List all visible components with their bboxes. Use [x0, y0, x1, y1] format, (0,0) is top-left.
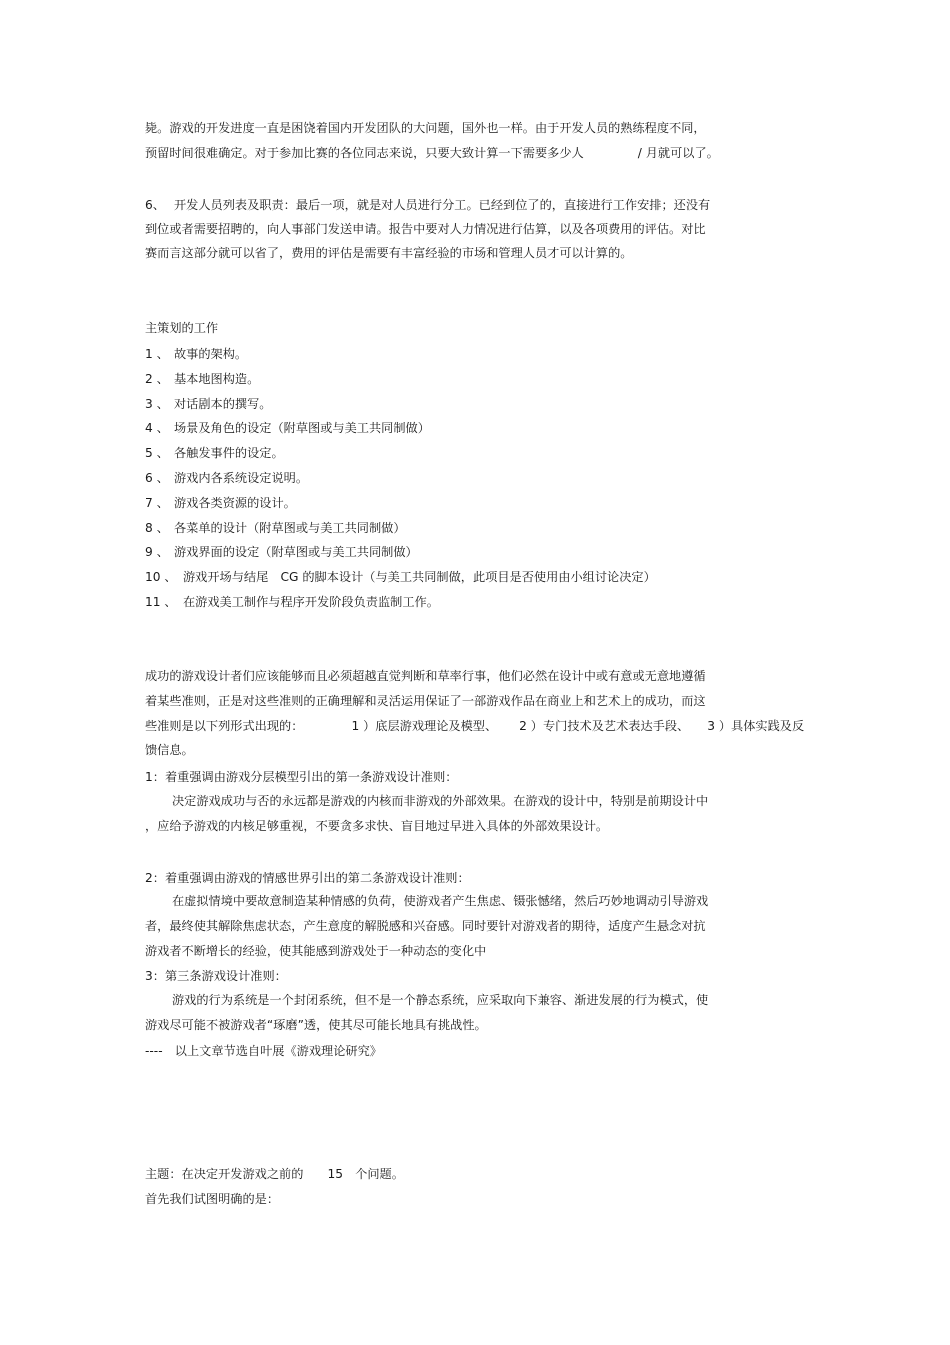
- principles-form-1: 1 ）底层游戏理论及模型、: [351, 719, 498, 733]
- planner-item-text: 游戏界面的设定（附草图或与美工共同制做）: [174, 545, 418, 559]
- rule-3-line-1: 游戏的行为系统是一个封闭系统，但不是一个静态系统，应采取向下兼容、渐进发展的行为模式，使: [172, 993, 709, 1007]
- intro-line-2: [145, 145, 719, 161]
- intro-line-2-suffix: / 月就可以了。: [637, 146, 719, 160]
- principles-line-1: 成功的游戏设计者们应该能够而且必须超越直觉判断和草率行事，他们必然在设计中或有意或无意地遵循: [145, 669, 706, 683]
- planner-item-number: 4 、: [145, 421, 169, 435]
- intro-line-1: 毙。游戏的开发进度一直是困饶着国内开发团队的大问题，国外也一样。由于开发人员的熟练程度不同，: [145, 121, 706, 135]
- principles-line-2: 着某些准则，正是对这些准则的正确理解和灵活运用保证了一部游戏作品在商业上和艺术上的成功，而这: [145, 694, 706, 708]
- rule-3-heading: 3：第三条游戏设计准则：: [145, 969, 287, 983]
- planner-item-number: 8 、: [145, 521, 169, 535]
- rule-2-heading: 2：着重强调由游戏的情感世界引出的第二条游戏设计准则：: [145, 871, 470, 885]
- rule-1-heading: 1：着重强调由游戏分层模型引出的第一条游戏设计准则：: [145, 770, 458, 784]
- rule-1-line-2: ，应给予游戏的内核足够重视，不要贪多求快、盲目地过早进入具体的外部效果设计。: [145, 819, 609, 833]
- planner-item-text: 基本地图构造。: [174, 372, 260, 386]
- topic-count: 15 个问题。: [327, 1167, 404, 1181]
- topic-line-1: [145, 1166, 404, 1182]
- planner-item-text: 游戏各类资源的设计。: [174, 496, 296, 510]
- planner-item-text: 各触发事件的设定。: [174, 446, 284, 460]
- rule-2-line-2: 者，最终使其解除焦虑状态，产生意度的解脱感和兴奋感。同时要针对游戏者的期待，适度产生悬念对抗: [145, 919, 706, 933]
- topic-line-2: 首先我们试图明确的是：: [145, 1192, 280, 1206]
- section-6-line-3: 赛而言这部分就可以省了，费用的评估是需要有丰富经验的市场和管理人员才可以计算的。: [145, 246, 633, 260]
- planner-item-number: 5 、: [145, 446, 169, 460]
- planner-item: [145, 445, 284, 461]
- principles-intro: 些准则是以下列形式出现的：: [145, 719, 304, 733]
- planner-item: [145, 520, 406, 536]
- planner-item-number: 7 、: [145, 496, 169, 510]
- planner-item-number: 1 、: [145, 347, 169, 361]
- section-6-text: 开发人员列表及职责：最后一项，就是对人员进行分工。已经到位了的，直接进行工作安排；还没有: [174, 198, 711, 212]
- planner-item: [145, 544, 418, 560]
- rule-2-line-1: 在虚拟情境中要故意制造某种情感的负荷，使游戏者产生焦虑、镊张憾绪，然后巧妙地调动引导游戏: [172, 894, 709, 908]
- section-6-number: 6、: [145, 198, 165, 212]
- principles-form-3: 3 ）具体实践及反: [707, 719, 805, 733]
- planner-item: [145, 470, 308, 486]
- planner-item: [145, 594, 439, 610]
- planner-heading: 主策划的工作: [145, 321, 219, 335]
- topic-text: 主题：在决定开发游戏之前的: [145, 1167, 304, 1181]
- planner-item-number: 3 、: [145, 397, 169, 411]
- planner-item-number: 2 、: [145, 372, 169, 386]
- planner-item-text: 对话剧本的撰写。: [174, 397, 272, 411]
- planner-item-number: 11 、: [145, 595, 177, 609]
- planner-item: [145, 495, 296, 511]
- planner-item-text: 场景及角色的设定（附草图或与美工共同制做）: [174, 421, 430, 435]
- planner-item: [145, 420, 430, 436]
- planner-item-number: 10 、: [145, 570, 177, 584]
- planner-item-text: 各菜单的设计（附草图或与美工共同制做）: [174, 521, 406, 535]
- principles-line-3: [145, 718, 804, 734]
- planner-item-number: 9 、: [145, 545, 169, 559]
- planner-item-text: 游戏开场与结尾 CG 的脚本设计（与美工共同制做，此项目是否使用由小组讨论决定）: [183, 570, 656, 584]
- intro-line-2-text: 预留时间很难确定。对于参加比赛的各位同志来说，只要大致计算一下需要多少人: [145, 146, 584, 160]
- planner-item: [145, 346, 247, 362]
- section-6-line-1: [145, 197, 710, 213]
- rule-2-line-3: 游戏者不断增长的经验，使其能感到游戏处于一种动态的变化中: [145, 944, 487, 958]
- planner-item-text: 在游戏美工制作与程序开发阶段负责监制工作。: [183, 595, 439, 609]
- planner-item-number: 6 、: [145, 471, 169, 485]
- principles-line-4: 馈信息。: [145, 743, 194, 757]
- principles-form-2: 2 ）专门技术及艺术表达手段、: [519, 719, 690, 733]
- rule-3-line-2: 游戏尽可能不被游戏者“琢磨”透，使其尽可能长地具有挑战性。: [145, 1018, 487, 1032]
- planner-item-text: 游戏内各系统设定说明。: [174, 471, 309, 485]
- planner-item: [145, 569, 656, 585]
- planner-item-text: 故事的架构。: [174, 347, 248, 361]
- section-6-line-2: 到位或者需要招聘的，向人事部门发送申请。报告中要对人力情况进行估算，以及各项费用的评估。对比: [145, 222, 706, 236]
- rule-1-line-1: 决定游戏成功与否的永远都是游戏的内核而非游戏的外部效果。在游戏的设计中，特别是前期设计中: [172, 794, 709, 808]
- planner-item: [145, 396, 272, 412]
- source-citation: ---- 以上文章节选自叶展《游戏理论研究》: [145, 1044, 382, 1058]
- planner-item: [145, 371, 259, 387]
